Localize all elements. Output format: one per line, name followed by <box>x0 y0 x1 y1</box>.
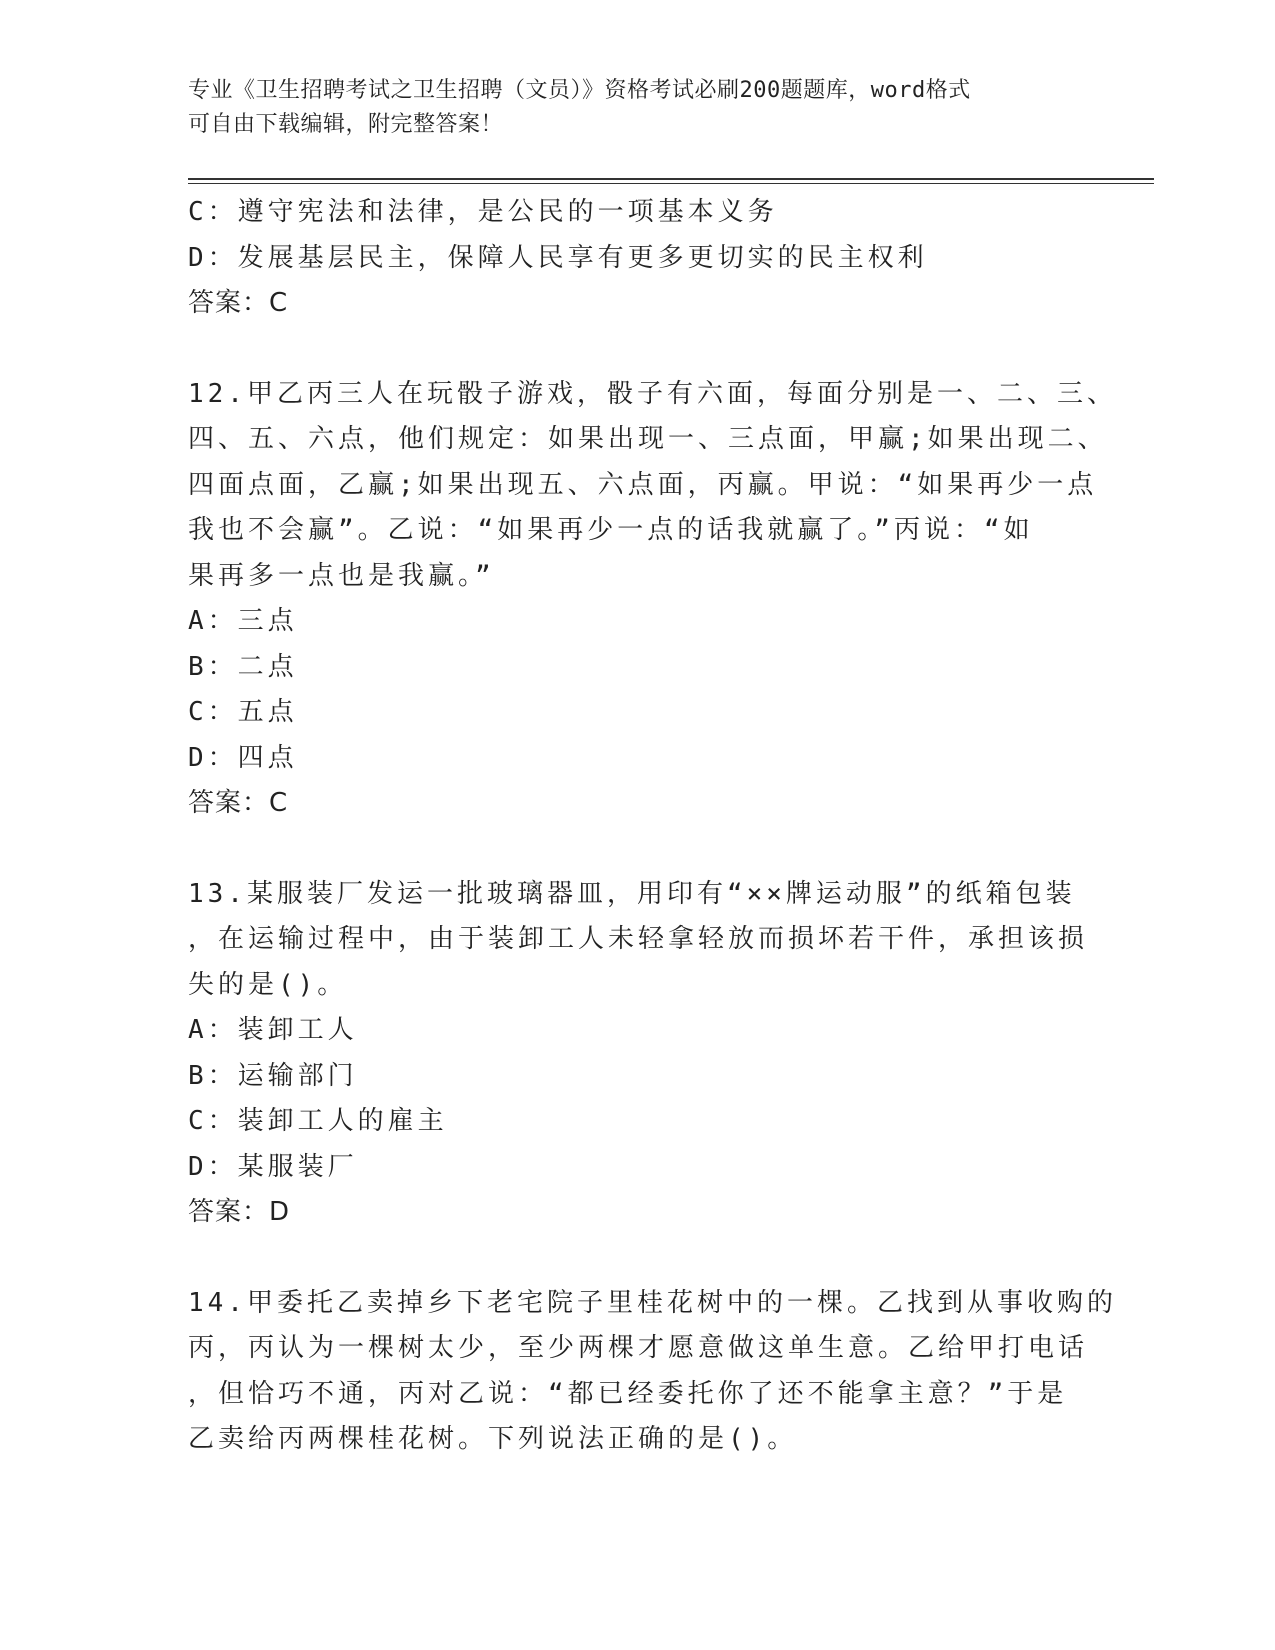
option-d: D：发展基层民主，保障人民享有更多更切实的民主权利 <box>188 242 928 273</box>
answer: 答案：C <box>188 288 289 318</box>
question-14 <box>188 1281 1117 1463</box>
question-11-tail <box>188 190 1068 327</box>
question-text-line: 12.甲乙丙三人在玩骰子游戏，骰子有六面，每面分别是一、二、三、 <box>188 378 1117 409</box>
header-line-1: 专业《卫生招聘考试之卫生招聘（文员）》资格考试必刷200题题库，word格式 <box>188 78 971 103</box>
question-text-line: ，在运输过程中，由于装卸工人未轻拿轻放而损坏若干件，承担该损 <box>188 924 1089 954</box>
document-body <box>188 190 1117 1463</box>
spacer <box>188 327 1068 372</box>
option-d: D：四点 <box>188 742 298 773</box>
answer: 答案：C <box>188 788 289 818</box>
option-c: C：遵守宪法和法律，是公民的一项基本义务 <box>188 197 778 227</box>
question-text-line: ，但恰巧不通，丙对乙说：“都已经委托你了还不能拿主意？”于是 <box>188 1378 1068 1409</box>
spacer <box>188 1236 1068 1281</box>
option-a: A：三点 <box>188 606 298 636</box>
option-b: B：运输部门 <box>188 1060 358 1091</box>
question-text-line: 我也不会赢”。乙说：“如果再少一点的话我就赢了。”丙说：“如 <box>188 515 1034 545</box>
header-divider-thin <box>188 183 1154 184</box>
question-text-line: 乙卖给丙两棵桂花树。下列说法正确的是()。 <box>188 1424 798 1454</box>
question-text-line: 四、五、六点，他们规定：如果出现一、三点面，甲赢;如果出现二、 <box>188 424 1108 454</box>
question-13 <box>188 872 1089 1236</box>
question-12 <box>188 372 1117 827</box>
question-text-line: 14.甲委托乙卖掉乡下老宅院子里桂花树中的一棵。乙找到从事收购的 <box>188 1287 1117 1318</box>
option-b: B：二点 <box>188 651 298 682</box>
document-header <box>188 74 1088 142</box>
option-c: C：五点 <box>188 697 298 727</box>
question-text-line: 果再多一点也是我赢。” <box>188 560 495 591</box>
header-divider-thick <box>188 178 1154 180</box>
answer: 答案：D <box>188 1197 291 1227</box>
question-text-line: 四面点面，乙赢;如果出现五、六点面，丙赢。甲说：“如果再少一点 <box>188 469 1098 500</box>
option-c: C：装卸工人的雇主 <box>188 1106 448 1136</box>
header-line-2: 可自由下载编辑，附完整答案！ <box>188 112 504 137</box>
spacer <box>188 827 1068 872</box>
question-text-line: 13.某服装厂发运一批玻璃器皿，用印有“××牌运动服”的纸箱包装 <box>188 878 1076 909</box>
question-text-line: 失的是()。 <box>188 969 348 1000</box>
question-text-line: 丙，丙认为一棵树太少，至少两棵才愿意做这单生意。乙给甲打电话 <box>188 1333 1089 1363</box>
option-d: D：某服装厂 <box>188 1151 358 1182</box>
option-a: A：装卸工人 <box>188 1015 358 1045</box>
